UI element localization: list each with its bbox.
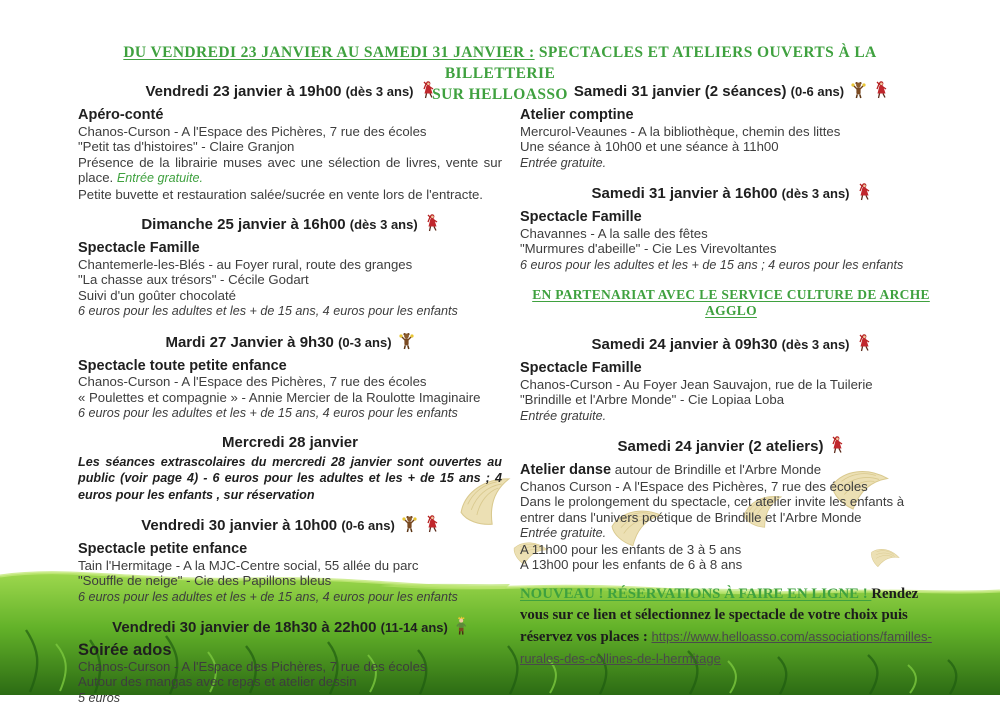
text-span: Spectacle toute petite enfance: [78, 357, 287, 374]
event-heading: [78, 331, 502, 357]
text-span: Spectacle Famille: [78, 240, 200, 256]
event-heading: [78, 80, 502, 106]
text-span: Mercurol-Veaunes - A la bibliothèque, chemin des littes: [520, 123, 841, 139]
text-span: 6 euros pour les adultes et les + de 15 ans, 4 euros pour les enfants: [78, 304, 458, 318]
event-line: [78, 187, 502, 203]
text-span: "La chasse aux trésors" - Cécile Godart: [78, 272, 309, 287]
title-rest: SPECTACLES ET ATELIERS OUVERTS À LA BILLETTERIE: [444, 44, 877, 82]
event-line: [520, 209, 942, 226]
event-age-range: (dès 3 ans): [781, 337, 850, 352]
event-age-range: (11-14 ans): [380, 620, 448, 635]
event-line: [78, 589, 502, 606]
event-line: [78, 541, 502, 558]
event-age-range: (dès 3 ans): [349, 217, 418, 232]
event-section: [78, 514, 502, 605]
text-span: Chanos-Curson - A l'Espace des Pichères, 7 rue des écoles: [78, 123, 427, 139]
text-span: Présence de la librairie muses avec une sélection de livres, vente sur place.: [78, 154, 502, 185]
text-span: Spectacle Famille: [520, 360, 642, 376]
event-section: [78, 433, 502, 504]
event-line: [520, 542, 942, 558]
text-span: Atelier comptine: [520, 107, 634, 123]
text-span: Dans le prolongement du spectacle, cet atelier invite les enfants à entrer dans l'univers poétique de Brindille et l'Arbre Monde: [520, 494, 905, 525]
boy-icon: [454, 616, 468, 642]
event-heading: [520, 333, 942, 359]
text-span: A 13h00 pour les enfants de 6 à 8 ans: [520, 557, 743, 572]
red-girl-icon: [420, 80, 435, 106]
event-line: [520, 124, 942, 140]
event-line: [78, 124, 502, 140]
text-span: Entrée gratuite.: [520, 408, 607, 423]
event-date: Samedi 24 janvier à 09h30: [591, 336, 782, 353]
event-line: [78, 303, 502, 320]
reservation-link[interactable]: https://www.helloasso.com/associations/familles-rurales-des-collines-de-l-hermitage: [520, 628, 932, 666]
page-title-line1: [70, 42, 930, 84]
event-line: [78, 358, 502, 375]
event-heading: [78, 433, 502, 453]
event-line: [520, 525, 942, 542]
bear-icon: [398, 331, 415, 357]
text-span: Chanos Curson - A l'Espace des Pichères, 7 rue des écoles: [520, 478, 868, 494]
event-date: Dimanche 25 janvier à 16h00: [141, 216, 350, 233]
text-span: 6 euros pour les adultes et les + de 15 ans ; 4 euros pour les enfants: [520, 257, 904, 272]
right-column-bottom-events: [520, 333, 942, 573]
text-span: Les séances extrascolaires du mercredi 28 janvier sont ouvertes au public (voir page 4) - 6 euros pour les adultes et les + de 15 ans ; 4 euros pour les enfants , sur réservation: [78, 454, 502, 502]
event-line: [78, 558, 502, 574]
event-age-range: (0-6 ans): [341, 518, 395, 533]
text-span: "Souffle de neige" - Cie des Papillons bleus: [78, 573, 332, 588]
event-line: [78, 643, 502, 659]
event-line: [78, 374, 502, 390]
event-section: [78, 616, 502, 706]
red-girl-icon: [856, 333, 871, 359]
text-span: "Murmures d'abeille" - Cie Les Virevoltantes: [520, 241, 777, 256]
event-date: Vendredi 30 janvier à 10h00: [141, 517, 342, 534]
page-title-line2: SUR HELLOASSO: [432, 86, 568, 103]
text-span: Chavannes - A la salle des fêtes: [520, 225, 708, 241]
event-line: [520, 139, 942, 155]
event-line: [78, 390, 502, 406]
reservation-highlight: NOUVEAU ! RÉSERVATIONS À FAIRE EN LIGNE !: [520, 585, 872, 602]
bear-icon: [401, 514, 418, 540]
reservation-text: Rendez vous sur ce lien et sélectionnez le spectacle de votre choix puis réservez vos places :: [520, 585, 919, 645]
text-span: Entrée gratuite.: [116, 171, 203, 185]
text-span: Tain l'Hermitage - A la MJC-Centre social, 55 allée du parc: [78, 557, 419, 573]
text-span: Entrée gratuite.: [520, 526, 607, 540]
left-column: [78, 80, 502, 717]
text-span: Entrée gratuite.: [520, 155, 607, 170]
red-girl-icon: [424, 213, 439, 239]
red-girl-icon: [424, 514, 439, 540]
reservation-block: [520, 584, 942, 670]
bear-icon: [850, 80, 867, 106]
event-heading: [520, 182, 942, 208]
event-line: [78, 454, 502, 504]
event-section: [78, 80, 502, 202]
event-date: Mardi 27 Janvier à 9h30: [165, 333, 339, 351]
text-span: Apéro-conté: [78, 107, 164, 123]
text-span: Soirée ados: [78, 641, 172, 659]
event-section: [78, 213, 502, 320]
event-age-range: (dès 3 ans): [345, 84, 414, 99]
title-date-range: DU VENDREDI 23 JANVIER AU SAMEDI 31 JANVIER :: [123, 44, 535, 61]
text-span: autour de Brindille et l'Arbre Monde: [611, 462, 822, 477]
event-line: [520, 360, 942, 377]
event-age-range: (dès 3 ans): [781, 186, 850, 201]
event-date: Samedi 31 janvier (2 séances): [573, 83, 791, 100]
event-date: Mercredi 28 janvier: [222, 433, 358, 451]
event-heading: [78, 213, 502, 239]
event-line: [78, 288, 502, 304]
event-heading: [520, 80, 942, 106]
event-heading: [78, 514, 502, 540]
event-section: [520, 182, 942, 273]
text-span: "Petit tas d'histoires" - Claire Granjon: [78, 139, 295, 154]
text-span: Spectacle Famille: [520, 209, 642, 225]
event-section: [520, 333, 942, 424]
event-line: [78, 139, 502, 155]
event-section: [78, 331, 502, 422]
text-span: 6 euros pour les adultes et les + de 15 ans, 4 euros pour les enfants: [78, 589, 458, 604]
event-line: [78, 272, 502, 288]
red-girl-icon: [829, 435, 844, 461]
red-girl-icon: [873, 80, 888, 106]
event-line: [78, 107, 502, 124]
event-line: [520, 392, 942, 408]
event-line: [78, 240, 502, 257]
event-section: [520, 435, 942, 573]
event-line: [78, 155, 502, 187]
text-span: Spectacle petite enfance: [78, 541, 248, 557]
event-age-range: (0-6 ans): [790, 84, 845, 99]
text-span: 5 euros: [78, 690, 121, 705]
event-line: [78, 573, 502, 589]
event-line: [78, 674, 502, 690]
event-line: [78, 257, 502, 273]
text-span: Petite buvette et restauration salée/sucrée en vente lors de l'entracte.: [78, 186, 483, 202]
red-girl-icon: [856, 182, 871, 208]
partner-banner: EN PARTENARIAT AVEC LE SERVICE CULTURE DE ARCHE AGGLO: [532, 287, 930, 318]
text-span: Autour des mangas avec repas et atelier dessin: [78, 674, 357, 689]
event-heading: [78, 616, 502, 642]
event-heading: [520, 435, 942, 461]
right-column-top-events: [520, 80, 942, 273]
event-line: [520, 241, 942, 257]
event-date: Samedi 24 janvier (2 ateliers): [617, 438, 824, 455]
text-span: 6 euros pour les adultes et les + de 15 ans, 4 euros pour les enfants: [78, 406, 458, 420]
event-date: Samedi 31 janvier à 16h00: [591, 185, 782, 202]
text-span: Chanos-Curson - A l'Espace des Pichères, 7 rue des écoles: [78, 658, 427, 674]
event-line: [520, 107, 942, 124]
event-line: [520, 408, 942, 425]
event-line: [78, 405, 502, 422]
text-span: Chantemerle-les-Blés - au Foyer rural, route des granges: [78, 256, 413, 272]
right-column: [520, 80, 942, 670]
event-line: [520, 377, 942, 393]
text-span: Une séance à 10h00 et une séance à 11h00: [520, 139, 779, 154]
text-span: Chanos-Curson - A l'Espace des Pichères, 7 rue des écoles: [78, 374, 427, 389]
event-date: Vendredi 30 janvier de 18h30 à 22h00: [112, 619, 381, 636]
text-span: Suivi d'un goûter chocolaté: [78, 287, 236, 303]
text-span: « Poulettes et compagnie » - Annie Mercier de la Roulotte Imaginaire: [78, 389, 481, 405]
event-line: [520, 226, 942, 242]
event-line: [520, 557, 942, 573]
event-age-range: (0-3 ans): [338, 334, 392, 350]
event-line: [520, 462, 942, 479]
event-date: Vendredi 23 janvier à 19h00: [145, 83, 346, 100]
event-section: [520, 80, 942, 171]
event-line: [78, 690, 502, 707]
event-line: [520, 257, 942, 274]
text-span: Chanos-Curson - Au Foyer Jean Sauvajon, rue de la Tuilerie: [520, 376, 873, 392]
text-span: A 11h00 pour les enfants de 3 à 5 ans: [520, 541, 742, 557]
event-line: [520, 155, 942, 172]
text-span: "Brindille et l'Arbre Monde" - Cie Lopiaa Loba: [520, 392, 785, 407]
text-span: Atelier danse: [520, 462, 612, 478]
event-line: [520, 479, 942, 495]
event-line: [520, 494, 942, 525]
event-line: [78, 659, 502, 675]
